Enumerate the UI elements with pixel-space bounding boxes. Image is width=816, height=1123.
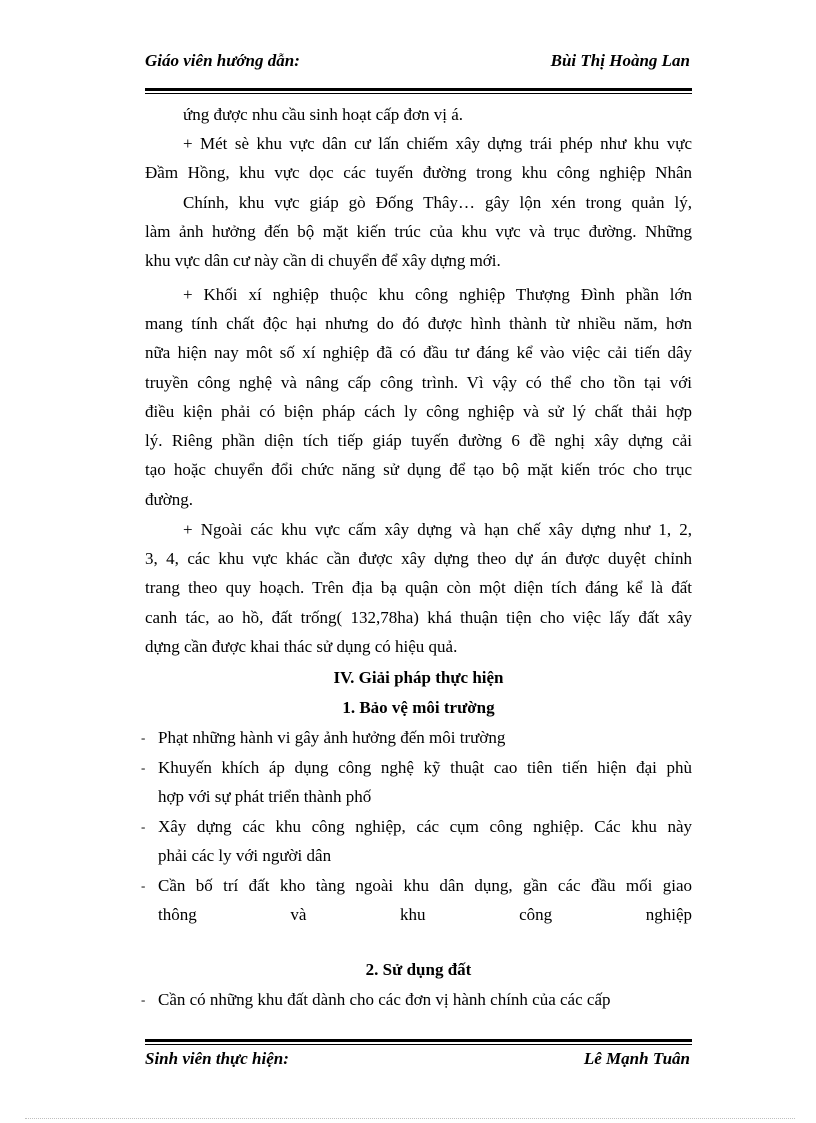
bullet-text: Xây dựng các khu công nghiệp, các cụm công nghiệp. Các khu này (158, 817, 692, 836)
bullet-marker: - (141, 878, 146, 893)
bullet-continuation: hợp với sự phát triển thành phố (158, 787, 372, 806)
bullet-text: Phạt những hành vi gây ảnh hưởng đến môi trường (158, 728, 506, 747)
paragraph-line: dựng cần được khai thác sử dụng có hiệu quả. (145, 637, 458, 656)
bullet-text: Cần có những khu đất dành cho các đơn vị hành chính của các cấp (158, 990, 611, 1009)
bullet-text: Khuyến khích áp dụng công nghệ kỹ thuật cao tiên tiến hiện đại phù (158, 758, 692, 777)
subsection-heading: 2. Sử dụng đất (365, 960, 472, 979)
bullet-continuation: thông và khu công nghiệp (158, 905, 692, 924)
paragraph-line: đường. (145, 490, 193, 509)
bullet-marker: - (141, 760, 146, 775)
header-advisor-label: Giáo viên hướng dẫn: (145, 51, 300, 70)
bullet-text: Cần bố trí đất kho tàng ngoài khu dân dụng, gần các đầu mối giao (158, 876, 692, 895)
footer-rule (145, 1039, 692, 1045)
section-heading: IV. Giải pháp thực hiện (333, 668, 504, 687)
paragraph-line: Đầm Hồng, khu vực dọc các tuyến đường trong khu công nghiệp Nhân (145, 163, 692, 182)
paragraph-line: + Mét sè khu vực dân cư lấn chiếm xây dựng trái phép như khu vực (183, 134, 692, 153)
subsection-heading: 1. Bảo vệ môi trường (342, 698, 495, 717)
bullet-item (141, 871, 692, 900)
footer-student-name: Lê Mạnh Tuân (583, 1049, 690, 1068)
paragraph-line: 3, 4, các khu vực khác cần được xây dựng theo dự án được duyệt chỉnh (145, 549, 692, 568)
footer-student-label: Sinh viên thực hiện: (145, 1049, 289, 1068)
paragraph-line: truyền công nghệ và nâng cấp công trình. Vì vậy có thể cho tồn tại với (145, 373, 692, 392)
paragraph-line: + Khối xí nghiệp thuộc khu công nghiệp Thượng Đình phần lớn (183, 285, 692, 304)
paragraph-line: tạo hoặc chuyển đổi chức năng sử dụng để tạo bộ mặt kiến tróc cho trục (145, 460, 692, 479)
bullet-item (141, 723, 506, 752)
page-edge-divider (25, 1118, 795, 1119)
paragraph-line: điều kiện phải có biện pháp cách ly công nghiệp và sử lý chất thải hợp (145, 402, 692, 421)
bullet-item (141, 753, 692, 782)
paragraph-line: trang theo quy hoạch. Trên địa bạ quận còn một diện tích đáng kể là đất (145, 578, 692, 597)
bullet-marker: - (141, 819, 146, 834)
paragraph-line: nữa hiện nay môt số xí nghiệp đã có đầu tư đáng kể vào việc cải tiến dây (145, 343, 692, 362)
paragraph-line: ứng được nhu cầu sinh hoạt cấp đơn vị á. (183, 105, 464, 124)
paragraph-line: canh tác, ao hồ, đất trống( 132,78ha) khá thuận tiện cho việc lấy đất xây (145, 608, 692, 627)
bullet-continuation: phải các ly với người dân (158, 846, 332, 865)
paragraph-line: + Ngoài các khu vực cấm xây dựng và hạn chế xây dựng như 1, 2, (183, 520, 692, 539)
paragraph-line: mang tính chất độc hại nhưng do đó được hình thành từ nhiều năm, hơn (145, 314, 692, 333)
paragraph-line: khu vực dân cư này cần di chuyển để xây dựng mới. (145, 251, 501, 270)
header-rule (145, 88, 692, 94)
bullet-item (141, 985, 611, 1014)
paragraph-line: lý. Riêng phần diện tích tiếp giáp tuyến đường 6 đề nghị xây dựng cải (145, 431, 692, 450)
header-advisor-name: Bùi Thị Hoàng Lan (550, 51, 690, 70)
paragraph-line: làm ảnh hưởng đến bộ mặt kiến trúc của khu vực và trục đường. Những (145, 222, 692, 241)
paragraph-line: Chính, khu vực giáp gò Đống Thây… gây lộn xén trong quản lý, (183, 193, 692, 212)
bullet-marker: - (141, 730, 146, 745)
bullet-marker: - (141, 992, 146, 1007)
bullet-item (141, 812, 692, 841)
